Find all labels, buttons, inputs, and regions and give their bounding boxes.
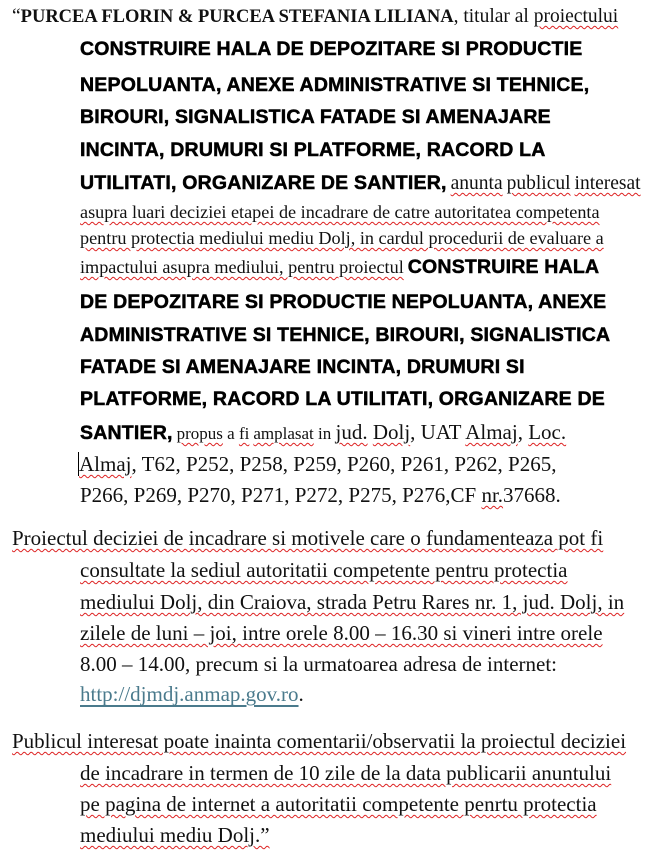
cf-number: 37668. — [503, 483, 561, 507]
word: , UAT — [410, 420, 466, 444]
word: , — [517, 420, 529, 444]
parcel-list: , T62, P252, P258, P259, P260, P261, P262, P265, — [131, 452, 557, 476]
word: fi — [238, 424, 250, 443]
open-quote: “ — [12, 6, 21, 27]
website-link[interactable]: http://djmdj.anmap.gov.ro — [80, 682, 299, 706]
p1-line-14 — [78, 452, 556, 477]
p2-line-1: Proiectul deciziei de incadrare si motivele care o fundamenteaza pot fi — [12, 526, 604, 550]
p1-line-6: asupra luari deciziei etapei de incadrare de catre autoritatea competenta — [80, 202, 600, 222]
p1-line-1 — [12, 6, 618, 28]
word: in — [313, 424, 336, 443]
word-proiectului: proiectului — [533, 6, 619, 27]
project-title-line: NEPOLUANTA, ANEXE ADMINISTRATIVE SI TEHNICE, — [80, 74, 590, 96]
project-title-line: INCINTA, DRUMURI SI PLATFORME, RACORD LA — [80, 139, 546, 161]
project-title-line: FATADE SI AMENAJARE INCINTA, DRUMURI SI — [80, 356, 525, 378]
word: amplasat — [253, 424, 314, 443]
project-title-end: SANTIER, — [80, 422, 173, 444]
project-title-line: DE DEPOZITARE SI PRODUCTIE NEPOLUANTA, ANEXE — [80, 291, 607, 313]
project-title-start: CONSTRUIRE HALA — [407, 256, 600, 278]
p1-line-13 — [80, 420, 566, 445]
project-title-line: BIROURI, SIGNALISTICA FATADE SI AMENAJARE — [80, 106, 551, 128]
word: Almaj — [79, 452, 132, 476]
project-title-line: CONSTRUIRE HALA DE DEPOZITARE SI PRODUCTIE — [80, 38, 583, 60]
p1-line-7: pentru protectia mediului mediu Dolj, in cardul procedurii de evaluare a — [80, 228, 604, 248]
p2-line-5: 8.00 – 14.00, precum si la urmatoarea adresa de internet: — [80, 652, 557, 676]
word: publicul — [506, 173, 571, 194]
p3-line-4: mediului mediu Dolj.” — [80, 823, 270, 847]
word: anunta — [450, 173, 503, 194]
word: Almaj — [465, 420, 518, 444]
parcel-list: P266, P269, P270, P271, P272, P275, P276,CF — [80, 483, 482, 507]
word: jud. — [335, 420, 368, 444]
p3-line-2: de incadrare in termen de 10 zile de la data publicarii anuntului — [80, 761, 612, 785]
period: . — [298, 682, 304, 706]
word: Loc. — [528, 420, 567, 444]
project-title-line: PLATFORME, RACORD LA UTILITATI, ORGANIZARE DE — [80, 388, 605, 410]
p2-line-6 — [80, 682, 304, 707]
intro-text: impactului asupra mediului, pentru proiectul — [80, 257, 404, 277]
p1-line-5 — [80, 172, 641, 195]
word: a — [222, 424, 239, 443]
p3-line-1: Publicul interesat poate inainta comentarii/observatii la proiectul deciziei — [12, 729, 627, 753]
p1-line-15 — [80, 483, 561, 508]
owners-name: PURCEA FLORIN & PURCEA STEFANIA LILIANA — [20, 7, 454, 27]
word: Dolj — [372, 420, 411, 444]
p2-line-2: consultate la sediul autoritatii competente pentru protectia — [80, 558, 568, 582]
owners-suffix: , titular al — [453, 6, 534, 27]
word: propus — [176, 424, 223, 443]
word: interesat — [574, 173, 641, 194]
p2-line-3: mediului Dolj, din Craiova, strada Petru Rares nr. 1, jud. Dolj, in — [80, 590, 625, 614]
word: nr. — [481, 483, 504, 507]
project-title-line: ADMINISTRATIVE SI TEHNICE, BIROURI, SIGNALISTICA — [80, 324, 611, 346]
project-title-end: UTILITATI, ORGANIZARE DE SANTIER, — [80, 172, 447, 194]
p3-line-3: pe pagina de internet a autoritatii competente penrtu protectia — [80, 792, 597, 816]
p1-line-8 — [80, 256, 599, 279]
p2-line-4: zilele de luni – joi, intre orele 8.00 – 16.30 si vineri intre orele — [80, 621, 603, 645]
